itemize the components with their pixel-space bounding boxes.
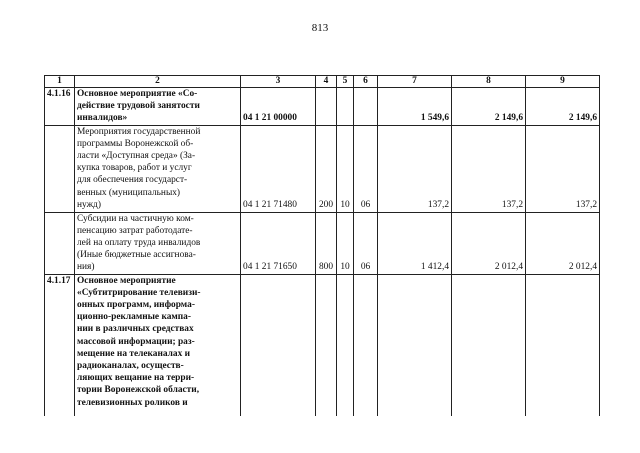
item-description: Субсидии на частичную ком- пенсацию затрат работодате- лей на оплату труда инвалидов (Иные бюджетные ассигнова- ния)	[75, 212, 241, 274]
amount-col7: 1 412,4	[378, 212, 452, 274]
header-cell: 3	[241, 76, 316, 88]
amount-col9: 2 149,6	[526, 88, 600, 126]
page-number: 813	[311, 22, 329, 34]
section-code	[337, 274, 354, 416]
item-number	[45, 125, 75, 212]
table-row	[45, 212, 600, 274]
item-number: 4.1.17	[45, 274, 75, 416]
expense-type: 800	[316, 212, 337, 274]
amount-col8: 2 012,4	[452, 212, 526, 274]
header-cell: 5	[337, 76, 354, 88]
section-code: 10	[337, 125, 354, 212]
budget-code: 04 1 21 00000	[241, 88, 316, 126]
budget-code: 04 1 21 71480	[241, 125, 316, 212]
amount-col7: 1 549,6	[378, 88, 452, 126]
header-cell: 7	[378, 76, 452, 88]
table-row	[45, 88, 600, 126]
header-cell: 1	[45, 76, 75, 88]
table-row	[45, 125, 600, 212]
expense-type	[316, 88, 337, 126]
section-code: 10	[337, 212, 354, 274]
amount-col9: 2 012,4	[526, 212, 600, 274]
subsection-code: 06	[354, 125, 378, 212]
item-description: Основное мероприятие «Со- действие трудовой занятости инвалидов»	[75, 88, 241, 126]
budget-table	[44, 75, 600, 416]
header-cell: 6	[354, 76, 378, 88]
header-cell: 4	[316, 76, 337, 88]
item-number: 4.1.16	[45, 88, 75, 126]
subsection-code: 06	[354, 212, 378, 274]
section-code	[337, 88, 354, 126]
budget-code: 04 1 21 71650	[241, 212, 316, 274]
amount-col9	[526, 274, 600, 416]
item-number	[45, 212, 75, 274]
item-description: Основное мероприятие «Субтитрирование телевизи- онных программ, информа- ционно-рекламные кампа- нии в различных средствах массовой информации; раз- мещение на телеканалах и радиоканалах, осуществ- ляющих вещание на терри- тории Воронежской области, телевизионных роликов и	[75, 274, 241, 416]
amount-col8: 2 149,6	[452, 88, 526, 126]
header-cell: 9	[526, 76, 600, 88]
subsection-code	[354, 88, 378, 126]
header-cell: 2	[75, 76, 241, 88]
amount-col7: 137,2	[378, 125, 452, 212]
amount-col8: 137,2	[452, 125, 526, 212]
amount-col9: 137,2	[526, 125, 600, 212]
table-row	[45, 274, 600, 416]
expense-type	[316, 274, 337, 416]
header-cell: 8	[452, 76, 526, 88]
expense-type: 200	[316, 125, 337, 212]
header-row	[45, 76, 600, 88]
subsection-code	[354, 274, 378, 416]
item-description: Мероприятия государственной программы Воронежской об- ласти «Доступная среда» (За- купка товаров, работ и услуг для обеспечения государст- венных (муниципальных) нужд)	[75, 125, 241, 212]
amount-col8	[452, 274, 526, 416]
amount-col7	[378, 274, 452, 416]
budget-code	[241, 274, 316, 416]
